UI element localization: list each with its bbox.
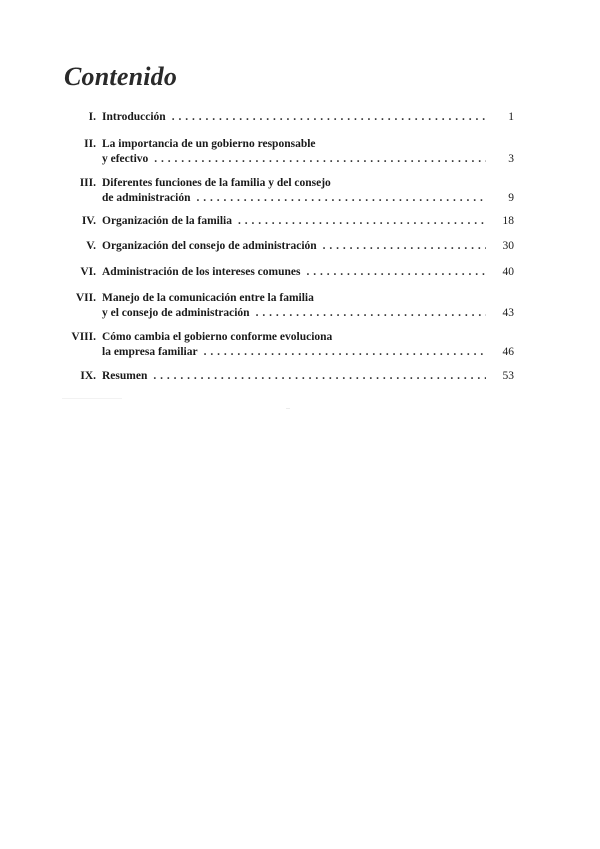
toc-entry-line xyxy=(102,292,514,304)
toc-entry-title-continued: y el consejo de administración xyxy=(102,307,250,319)
toc-entry-line xyxy=(102,331,514,343)
toc-entry-number: III. xyxy=(79,177,96,189)
toc-entry-title: Organización del consejo de administración xyxy=(102,240,317,252)
toc-page-number: 46 xyxy=(502,346,514,358)
toc-entry-title: Introducción xyxy=(102,111,166,123)
toc-page-number: 30 xyxy=(502,240,514,252)
toc-entry-title-continued: y efectivo xyxy=(102,153,149,165)
scan-speck xyxy=(286,408,290,409)
dot-leader xyxy=(238,215,486,227)
toc-page-number: 3 xyxy=(508,153,514,165)
toc-page-number: 1 xyxy=(508,111,514,123)
dot-leader xyxy=(256,307,486,319)
dot-leader xyxy=(323,240,486,252)
toc-entry-line xyxy=(102,111,514,123)
toc-entry-number: II. xyxy=(84,138,96,150)
toc-entry-number: VIII. xyxy=(71,331,96,343)
toc-entry-number: VII. xyxy=(75,292,96,304)
toc-entry-number: V. xyxy=(86,240,96,252)
toc-entry-line xyxy=(102,240,514,252)
dot-leader xyxy=(197,192,487,204)
toc-entry-title: Organización de la familia xyxy=(102,215,233,227)
toc-entry-title: Resumen xyxy=(102,370,148,382)
toc-entry-line xyxy=(102,153,514,165)
dot-leader xyxy=(172,111,486,123)
dot-leader xyxy=(204,346,486,358)
toc-entry-line xyxy=(102,215,514,227)
toc-entry-line xyxy=(102,138,514,150)
toc-entry-line xyxy=(102,177,514,189)
toc-entry-title-continued: la empresa familiar xyxy=(102,346,198,358)
toc-entry-number: I. xyxy=(88,111,96,123)
toc-entry-title: Cómo cambia el gobierno conforme evoluciona xyxy=(102,331,333,343)
toc-entry-title: Administración de los intereses comunes xyxy=(102,266,301,278)
toc-page-number: 43 xyxy=(502,307,514,319)
toc-entry-title: La importancia de un gobierno responsable xyxy=(102,138,316,150)
toc-entry-title: Diferentes funciones de la familia y del consejo xyxy=(102,177,331,189)
toc-entry-line xyxy=(102,266,514,278)
toc-entry-line xyxy=(102,307,514,319)
toc-entry-title-continued: de administración xyxy=(102,192,191,204)
toc-entry-number: IX. xyxy=(80,370,96,382)
toc-entry-line xyxy=(102,346,514,358)
dot-leader xyxy=(153,370,486,382)
toc-entry-number: IV. xyxy=(81,215,96,227)
toc-entry-number: VI. xyxy=(80,266,96,278)
scan-speck xyxy=(62,398,122,399)
toc-page-number: 9 xyxy=(508,192,514,204)
toc-entry-line xyxy=(102,192,514,204)
dot-leader xyxy=(306,266,486,278)
toc-entry-title: Manejo de la comunicación entre la familia xyxy=(102,292,314,304)
toc-page-number: 18 xyxy=(502,215,514,227)
dot-leader xyxy=(154,153,486,165)
toc-page-number: 53 xyxy=(502,370,514,382)
toc-page-number: 40 xyxy=(502,266,514,278)
toc-entry-line xyxy=(102,370,514,382)
page-title: Contenido xyxy=(64,62,178,91)
